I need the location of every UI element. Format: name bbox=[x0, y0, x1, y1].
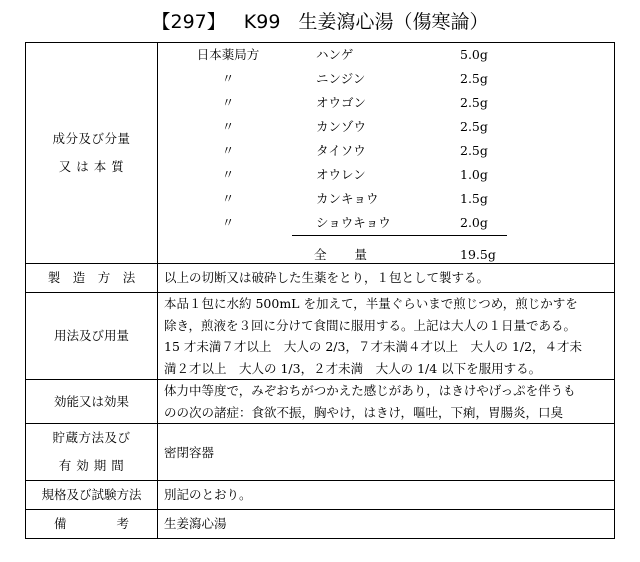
ingredient-row bbox=[164, 187, 608, 211]
ingredient-amount: 2.0g bbox=[460, 215, 488, 230]
ingredient-row bbox=[164, 163, 608, 187]
title-name: 生姜瀉心湯（傷寒論） bbox=[298, 11, 489, 33]
ingredient-standard: 〃 bbox=[221, 143, 235, 158]
ingredient-row bbox=[164, 43, 608, 67]
manufacturing-text: 以上の切断又は破砕した生薬をとり，１包として製する。 bbox=[158, 264, 615, 293]
efficacy-label: 効能又は効果 bbox=[26, 380, 158, 424]
storage-row bbox=[26, 424, 615, 481]
ingredient-name: タイソウ bbox=[316, 143, 366, 158]
ingredient-name: カンゾウ bbox=[316, 119, 367, 134]
ingredient-row bbox=[164, 91, 608, 115]
ingredient-row bbox=[164, 115, 608, 139]
ingredient-standard: 〃 bbox=[221, 71, 235, 86]
remarks-label: 備 考 bbox=[26, 510, 158, 539]
composition-label bbox=[26, 43, 158, 264]
composition-content bbox=[158, 43, 615, 264]
specs-label: 規格及び試験方法 bbox=[26, 481, 158, 510]
ingredient-name: ショウキョウ bbox=[316, 215, 391, 230]
ingredient-amount: 5.0g bbox=[460, 47, 488, 62]
total-row bbox=[164, 243, 608, 267]
ingredient-row bbox=[164, 211, 608, 235]
storage-label-line1: 貯蔵方法及び bbox=[52, 430, 131, 445]
efficacy-line: 体力中等度で，みぞおちがつかえた感じがあり，はきけやげっぷを伴うも bbox=[164, 383, 576, 398]
ingredient-name: ハンゲ bbox=[316, 47, 354, 62]
usage-line: 15 才未満７才以上 大人の 2/3，７才未満４才以上 大人の 1/2，４才未 bbox=[164, 339, 583, 354]
specs-row bbox=[26, 481, 615, 510]
composition-label-line1: 成分及び分量 bbox=[52, 131, 131, 146]
storage-label bbox=[26, 424, 158, 481]
total-label: 全量 bbox=[314, 247, 396, 262]
ingredient-list bbox=[164, 43, 608, 263]
ingredient-name: オウゴン bbox=[316, 95, 367, 110]
ingredient-name: ニンジン bbox=[316, 71, 366, 86]
ingredient-standard: 〃 bbox=[221, 119, 235, 134]
ingredient-amount: 2.5g bbox=[460, 95, 488, 110]
usage-line: 除き，煎液を３回に分けて食間に服用する。上記は大人の１日量である。 bbox=[164, 317, 577, 333]
ingredient-standard: 〃 bbox=[221, 215, 235, 230]
composition-label-line2: 又 は 本 質 bbox=[58, 159, 125, 174]
storage-text: 密閉容器 bbox=[158, 424, 615, 481]
efficacy-row bbox=[26, 380, 615, 424]
usage-content bbox=[158, 293, 615, 380]
usage-line: 満２才以上 大人の 1/3，２才未満 大人の 1/4 以下を服用する。 bbox=[164, 360, 542, 376]
ingredient-amount: 2.5g bbox=[460, 71, 488, 86]
total-divider bbox=[292, 235, 507, 236]
usage-label: 用法及び用量 bbox=[26, 293, 158, 380]
ingredient-name: オウレン bbox=[316, 167, 366, 182]
remarks-row bbox=[26, 510, 615, 539]
manufacturing-row bbox=[26, 264, 615, 293]
storage-label-line2: 有 効 期 間 bbox=[58, 458, 125, 473]
ingredient-standard: 〃 bbox=[221, 167, 235, 182]
efficacy-line: のの次の諸症：食欲不振，胸やけ，はきけ，嘔吐，下痢，胃腸炎，口臭 bbox=[164, 404, 564, 420]
remarks-text: 生姜瀉心湯 bbox=[158, 510, 615, 539]
manufacturing-label: 製 造 方 法 bbox=[26, 264, 158, 293]
specification-table bbox=[25, 42, 615, 539]
total-amount: 19.5g bbox=[460, 247, 496, 262]
ingredient-standard: 〃 bbox=[221, 191, 235, 206]
efficacy-content bbox=[158, 380, 615, 424]
specs-text: 別記のとおり。 bbox=[158, 481, 615, 510]
ingredient-row bbox=[164, 67, 608, 91]
ingredient-amount: 2.5g bbox=[460, 119, 488, 134]
ingredient-amount: 1.5g bbox=[460, 191, 488, 206]
ingredient-amount: 2.5g bbox=[460, 143, 488, 158]
usage-row bbox=[26, 293, 615, 380]
ingredient-amount: 1.0g bbox=[460, 167, 488, 182]
ingredient-row bbox=[164, 139, 608, 163]
composition-row bbox=[26, 43, 615, 264]
ingredient-standard: 〃 bbox=[221, 95, 235, 110]
ingredient-standard: 日本薬局方 bbox=[196, 47, 260, 62]
usage-line: 本品１包に水約 500mL を加えて，半量ぐらいまで煎じつめ，煎じかすを bbox=[164, 296, 578, 311]
page-title bbox=[0, 6, 640, 38]
ingredient-name: カンキョウ bbox=[316, 191, 379, 206]
title-code: 【297】 bbox=[151, 11, 226, 33]
title-number: K99 bbox=[243, 11, 281, 33]
